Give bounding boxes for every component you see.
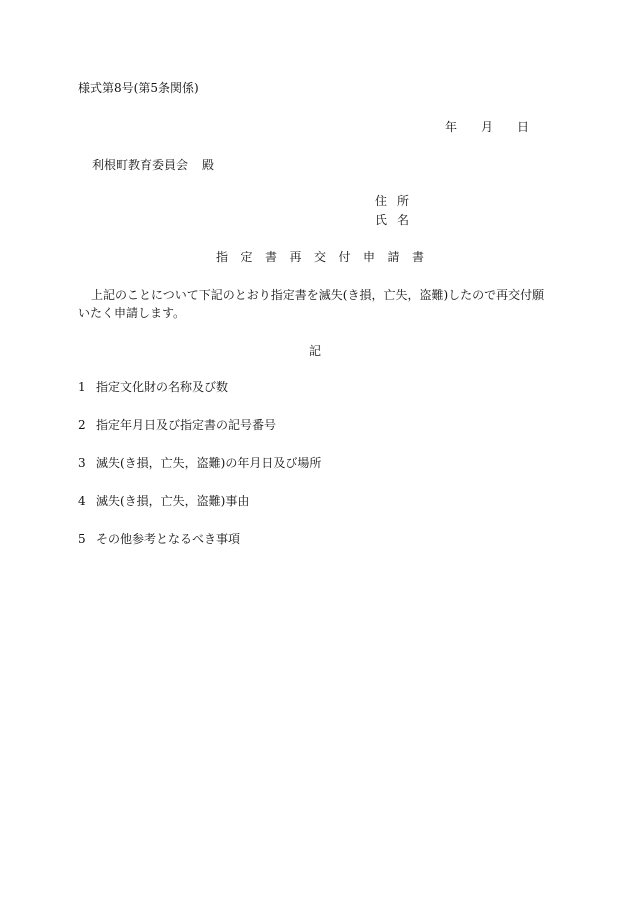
- form-number: 様式第8号(第5条関係): [78, 81, 199, 95]
- name-label: 氏 名: [375, 213, 410, 227]
- list-item: 1 指定文化財の名称及び数: [78, 380, 229, 394]
- body-text: 上記のことについて下記のとおり指定書を滅失(き損，亡失，盗難)したので再交付願いたく申請します。: [78, 288, 545, 320]
- date-month-label: 月: [481, 120, 494, 134]
- address-label: 住 所: [375, 194, 410, 208]
- list-item: 3 滅失(き損，亡失，盗難)の年月日及び場所: [78, 456, 322, 470]
- date-day-label: 日: [517, 120, 530, 134]
- addressee-name: 利根町教育委員会: [92, 158, 189, 172]
- list-item: 2 指定年月日及び指定書の記号番号: [78, 418, 277, 432]
- applicant-block: [375, 192, 419, 230]
- ki-heading: 記: [309, 344, 322, 358]
- list-item: 4 滅失(き損，亡失，盗難)事由: [78, 494, 250, 508]
- item-list: [78, 378, 321, 568]
- list-item: 5 その他参考となるべき事項: [78, 532, 241, 546]
- addressee-honorific: 殿: [202, 158, 215, 172]
- document-title: 指 定 書 再 交 付 申 請 書: [216, 250, 425, 264]
- date-line: [445, 118, 529, 136]
- addressee: [92, 156, 214, 174]
- date-year-label: 年: [445, 120, 458, 134]
